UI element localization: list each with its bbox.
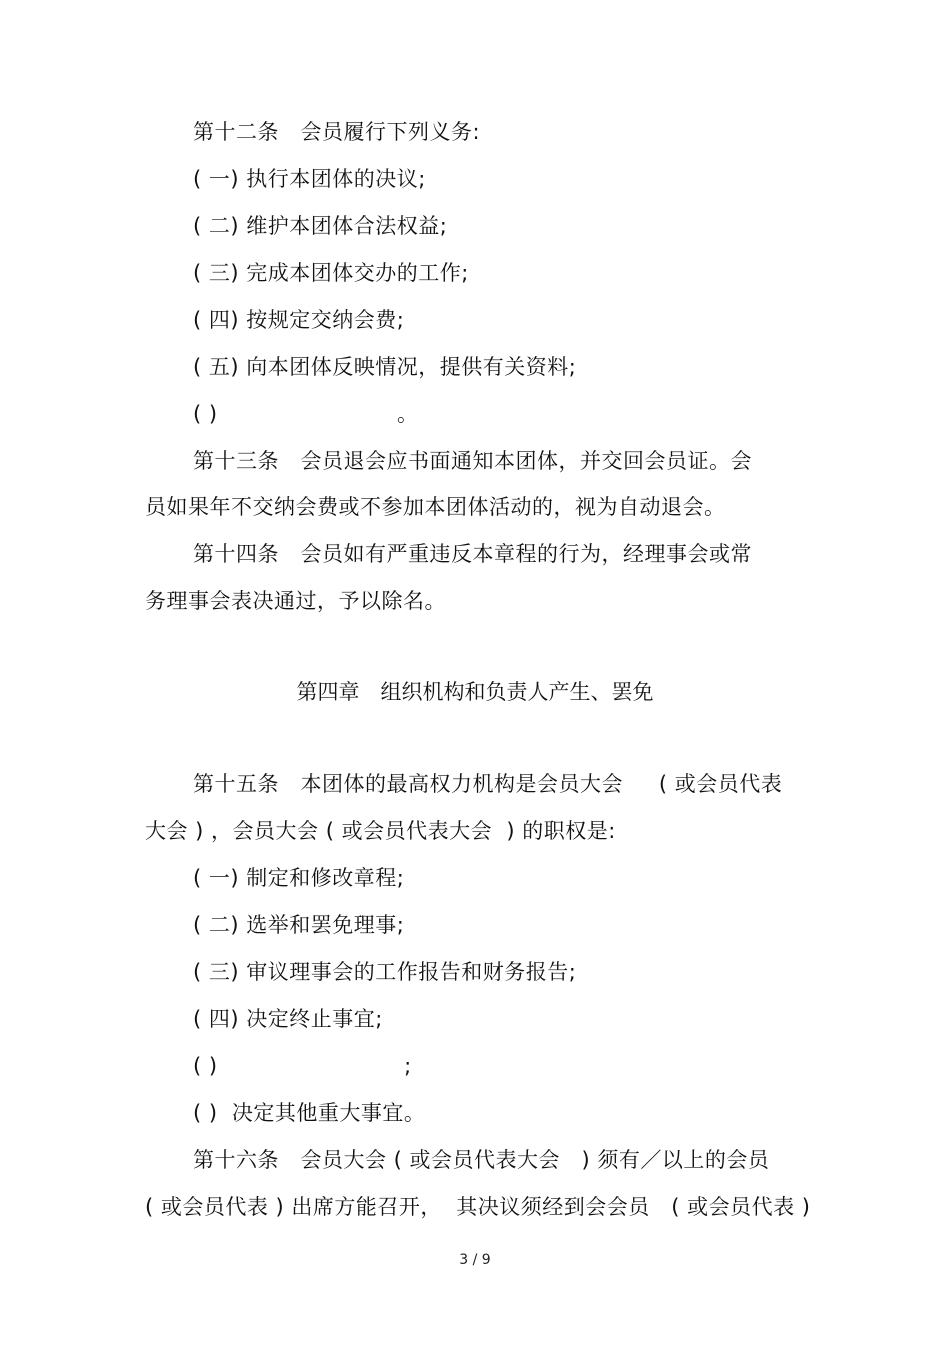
article-14-line-2: 务理事会表决通过，予以除名。 <box>145 589 446 613</box>
article-15-item-2: ( 二) 选举和罢免理事; <box>193 913 405 937</box>
article-13-line-1: 第十三条 会员退会应书面通知本团体，并交回会员证。会 <box>193 449 752 473</box>
article-12-item-blank: ( ) 。 <box>193 402 419 426</box>
article-15-line-2: 大会 ) ，会员大会 ( 或会员代表大会 ) 的职权是: <box>145 819 616 843</box>
article-15-item-4: ( 四) 决定终止事宜; <box>193 1007 383 1031</box>
article-12-item-1: ( 一) 执行本团体的决议; <box>193 167 426 191</box>
article-12-item-3: ( 三) 完成本团体交办的工作; <box>193 261 469 285</box>
article-12-item-5: ( 五) 向本团体反映情况，提供有关资料; <box>193 355 577 379</box>
article-15-item-1: ( 一) 制定和修改章程; <box>193 866 405 890</box>
article-15-line-1: 第十五条 本团体的最高权力机构是会员大会 ( 或会员代表 <box>193 772 783 796</box>
article-12-item-2: ( 二) 维护本团体合法权益; <box>193 214 448 238</box>
article-15-item-last: ( ) 决定其他重大事宜。 <box>193 1101 426 1125</box>
article-16-line-1: 第十六条 会员大会 ( 或会员代表大会 ) 须有／以上的会员 <box>193 1148 770 1172</box>
chapter-4-heading: 第四章 组织机构和负责人产生、罢免 <box>296 680 654 704</box>
article-12-title: 第十二条 会员履行下列义务: <box>193 120 481 144</box>
article-16-line-2: ( 或会员代表 ) 出席方能召开， 其决议须经到会会员 ( 或会员代表 ) <box>145 1195 811 1219</box>
article-15-item-3: ( 三) 审议理事会的工作报告和财务报告; <box>193 960 577 984</box>
article-12-item-4: ( 四) 按规定交纳会费; <box>193 308 405 332</box>
article-15-item-blank: ( ) ; <box>193 1054 412 1078</box>
article-14-line-1: 第十四条 会员如有严重违反本章程的行为，经理事会或常 <box>193 542 752 566</box>
page-number: 3 / 9 <box>459 1252 491 1268</box>
article-13-line-2: 员如果年不交纳会费或不参加本团体活动的，视为自动退会。 <box>145 495 726 519</box>
